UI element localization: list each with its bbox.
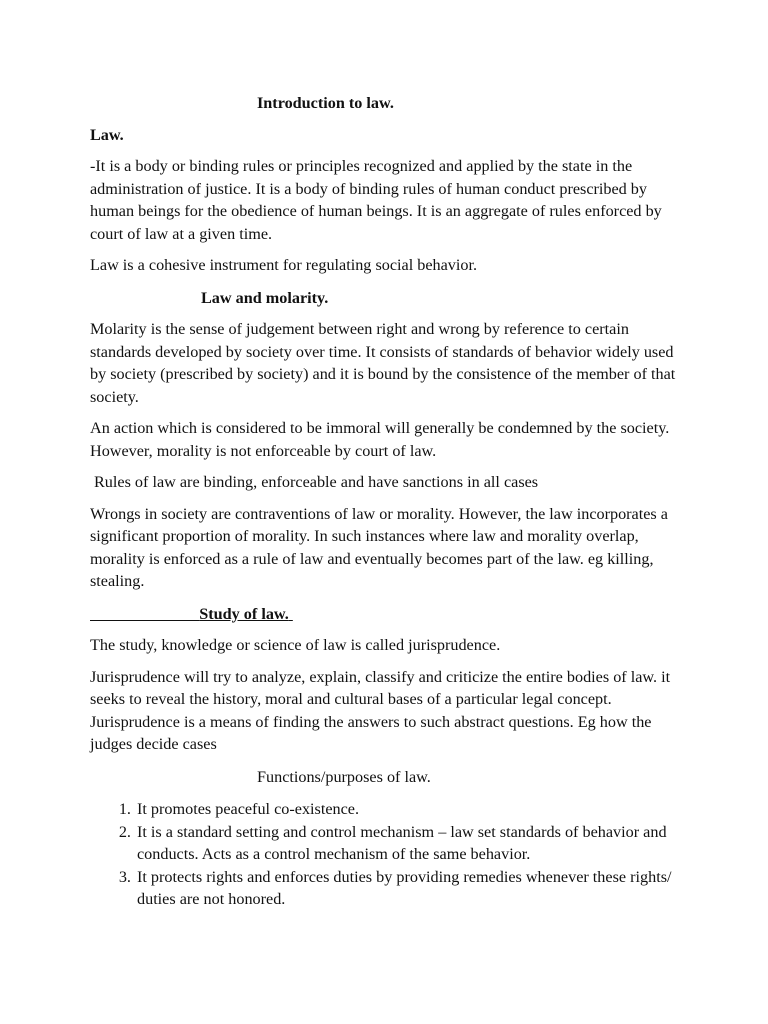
jurisprudence-description-paragraph: Jurisprudence will try to analyze, explain, classify and criticize the entire bodies of law. it seeks to reveal the history, moral and cultural bases of a particular legal concept. Jurisprudence is a means of finding the answers to such abstract questions. Eg how the judges decide cases [90,667,671,753]
list-item: 2. It is a standard setting and control mechanism – law set standards of behavior and conducts. Acts as a control mechanism of the same behavior. [135,821,690,866]
study-of-law-heading-text: Study of law. [199,604,289,623]
immoral-action-paragraph: An action which is considered to be immoral will generally be condemned by the society. However, morality is not enforceable by court of law. [90,419,670,460]
heading-underline-tail [289,605,293,623]
morality-definition-paragraph: Molarity is the sense of judgement between right and wrong by reference to certain standards developed by society over time. It consists of standards of behavior widely used by society (prescribed by society) and it is bound by the consistence of the member of that society. [90,320,676,406]
list-item: 1. It promotes peaceful co-existence. [135,798,690,821]
document-title: Introduction to law. [257,94,394,112]
law-heading: Law. [90,125,124,144]
functions-of-law-heading: Functions/purposes of law. [257,767,431,786]
document-page [90,92,690,911]
wrongs-in-society-paragraph: Wrongs in society are contraventions of law or morality. However, the law incorporates a significant proportion of morality. In such instances where law and morality overlap, morality is enforced as a rule of law and eventually becomes part of the law. eg killing, stealing. [90,504,668,590]
list-item: 3. It protects rights and enforces duties by providing remedies whenever these rights/ duties are not honored. [135,866,690,911]
heading-underline-spacer [90,605,199,623]
law-and-morality-heading: Law and molarity. [201,288,329,307]
law-definition-paragraph: -It is a body or binding rules or principles recognized and applied by the state in the administration of justice. It is a body of binding rules of human conduct prescribed by human beings for the obedience of human beings. It is an aggregate of rules enforced by court of law at a given time. [90,157,662,243]
functions-list [90,798,690,911]
jurisprudence-definition-paragraph: The study, knowledge or science of law is called jurisprudence. [90,636,501,654]
rules-of-law-paragraph: Rules of law are binding, enforceable and have sanctions in all cases [94,473,539,491]
study-of-law-heading [90,603,690,626]
law-cohesive-paragraph: Law is a cohesive instrument for regulating social behavior. [90,256,478,274]
